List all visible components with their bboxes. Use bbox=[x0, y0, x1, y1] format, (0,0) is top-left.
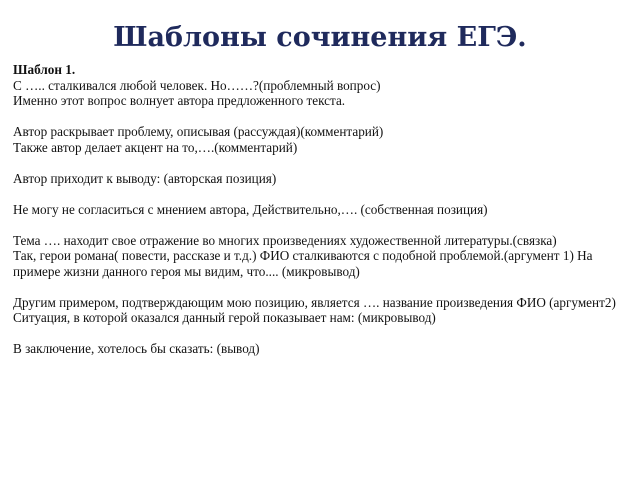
template-line: Другим примером, подтверждающим мою позицию, является …. название произведения ФИО (аргумент2) bbox=[13, 294, 616, 310]
paragraph-gap bbox=[13, 326, 627, 342]
template-line: Автор раскрывает проблему, описывая (рассуждая)(комментарий) bbox=[13, 124, 384, 139]
template-line: Автор приходит к выводу: (авторская позиция) bbox=[13, 170, 277, 186]
template-heading: Шаблон 1. bbox=[13, 62, 76, 77]
template-line: С ….. сталкивался любой человек. Но……?(проблемный вопрос) bbox=[13, 77, 381, 93]
paragraph-gap bbox=[13, 109, 627, 125]
paragraph-gap bbox=[13, 155, 627, 171]
template-line: Не могу не согласиться с мнением автора, Действительно,…. (собственная позиция) bbox=[13, 201, 488, 217]
paragraph-gap bbox=[13, 217, 627, 233]
slide-title: Шаблоны сочинения ЕГЭ. bbox=[113, 22, 527, 53]
template-line: В заключение, хотелось бы сказать: (вывод) bbox=[13, 341, 260, 356]
template-line: Также автор делает акцент на то,….(комментарий) bbox=[13, 139, 298, 155]
template-line: Именно этот вопрос волнует автора предложенного текста. bbox=[13, 93, 346, 108]
template-line: Ситуация, в которой оказался данный герой показывает нам: (микровывод) bbox=[13, 310, 436, 325]
template-line: Тема …. находит свое отражение во многих произведениях художественной литературы.(связка) bbox=[13, 232, 557, 248]
essay-template bbox=[13, 62, 627, 357]
template-line: Так, герои романа( повести, рассказе и т.д.) ФИО сталкиваются с подобной проблемой.(аргумент 1) На примере жизни данного героя мы видим, что.... (микровывод) bbox=[13, 248, 593, 279]
paragraph-gap bbox=[13, 186, 627, 202]
paragraph-gap bbox=[13, 279, 627, 295]
